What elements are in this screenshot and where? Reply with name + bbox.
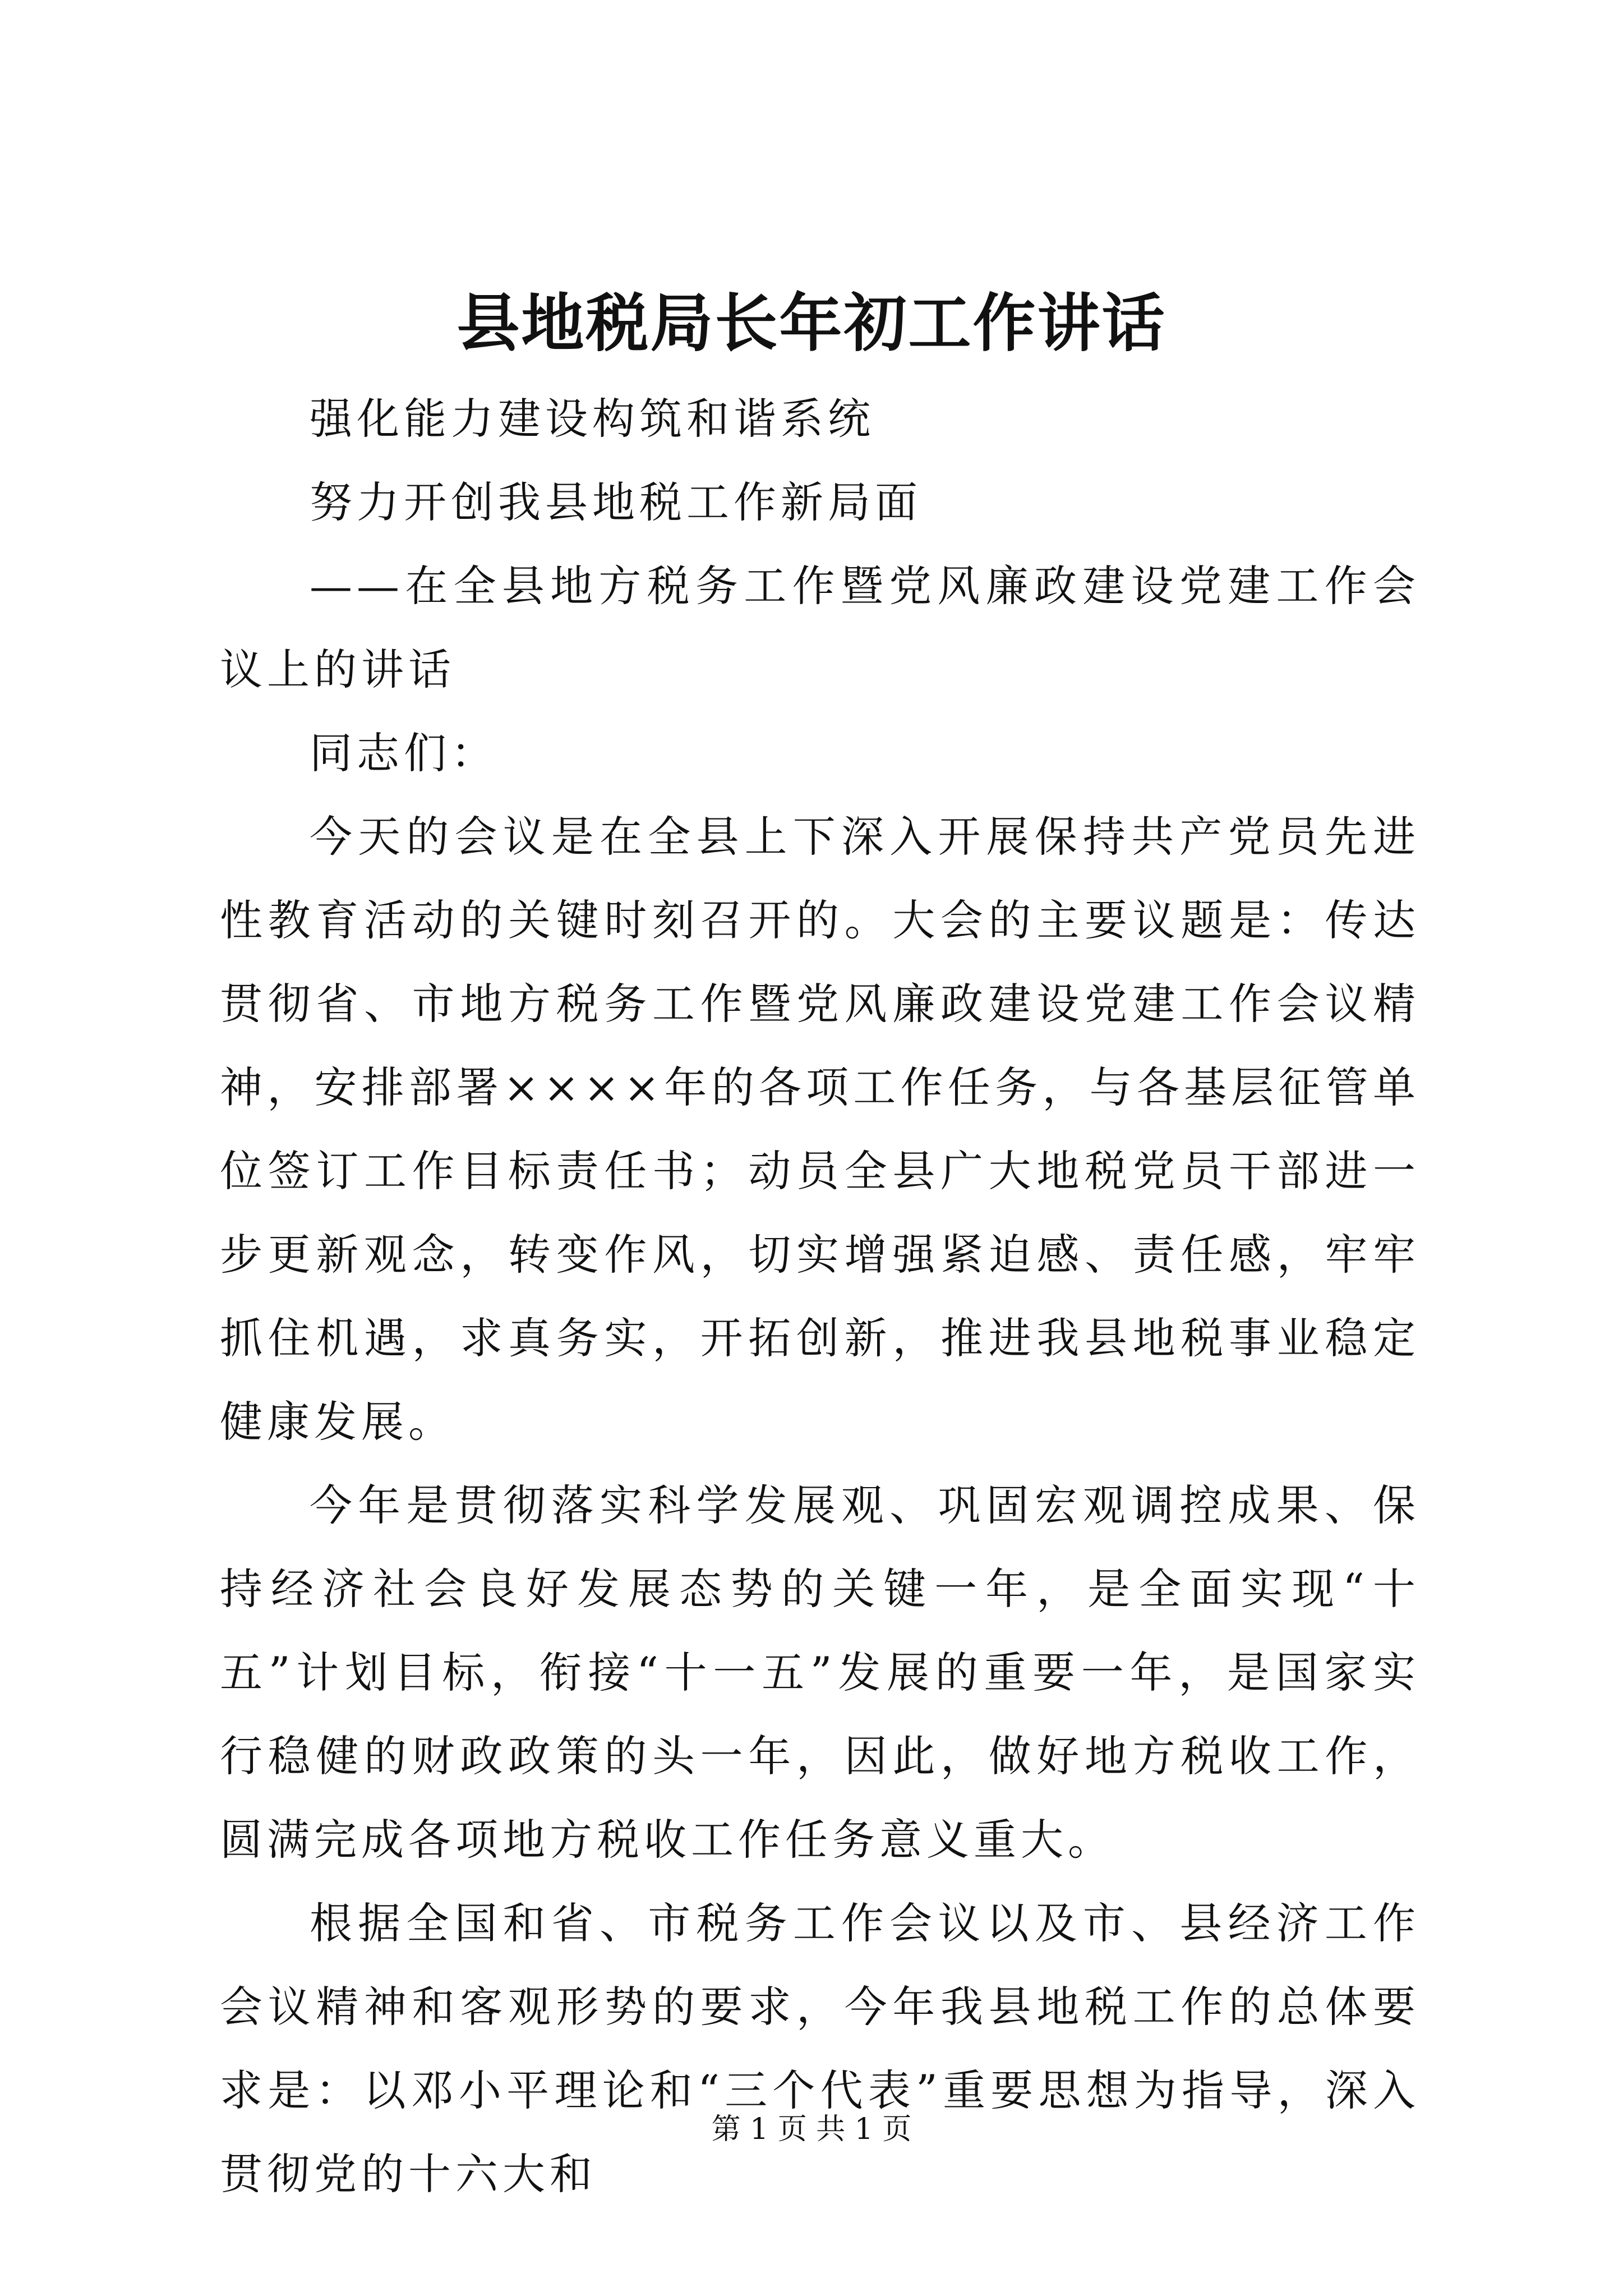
salutation: 同志们： bbox=[310, 728, 498, 778]
subtitle-line-3: ——在全县地方税务工作暨党风廉政建设党建工作会议上的讲话 bbox=[220, 561, 1420, 694]
body-paragraph-2: 今年是贯彻落实科学发展观、巩固宏观调控成果、保持经济社会良好发展态势的关键一年，是全面实现“十五”计划目标，衔接“十一五”发展的重要一年，是国家实行稳健的财政政策的头一年，因此，做好地方税收工作，圆满完成各项地方税收工作任务意义重大。 bbox=[220, 1480, 1420, 1865]
subtitle-line-2: 努力开创我县地税工作新局面 bbox=[310, 477, 922, 527]
body-paragraph-1: 今天的会议是在全县上下深入开展保持共产党员先进性教育活动的关键时刻召开的。大会的主要议题是：传达贯彻省、市地方税务工作暨党风廉政建设党建工作会议精神，安排部署××××年的各项工作任务，与各基层征管单位签订工作目标责任书；动员全县广大地税党员干部进一步更新观念，转变作风，切实增强紧迫感、责任感，牢牢抓住机遇，求真务实，开拓创新，推进我县地税事业稳定健康发展。 bbox=[220, 812, 1420, 1447]
document-title: 县地税局长年初工作讲话 bbox=[457, 287, 1166, 360]
page-footer: 第 1 页 共 1 页 bbox=[711, 2113, 912, 2146]
body-paragraph-3: 根据全国和省、市税务工作会议以及市、县经济工作会议精神和客观形势的要求，今年我县地税工作的总体要求是：以邓小平理论和“三个代表”重要思想为指导，深入贯彻党的十六大和 bbox=[220, 1898, 1420, 2199]
document-body bbox=[220, 377, 1420, 2216]
subtitle-line-1: 强化能力建设构筑和谐系统 bbox=[310, 394, 875, 444]
